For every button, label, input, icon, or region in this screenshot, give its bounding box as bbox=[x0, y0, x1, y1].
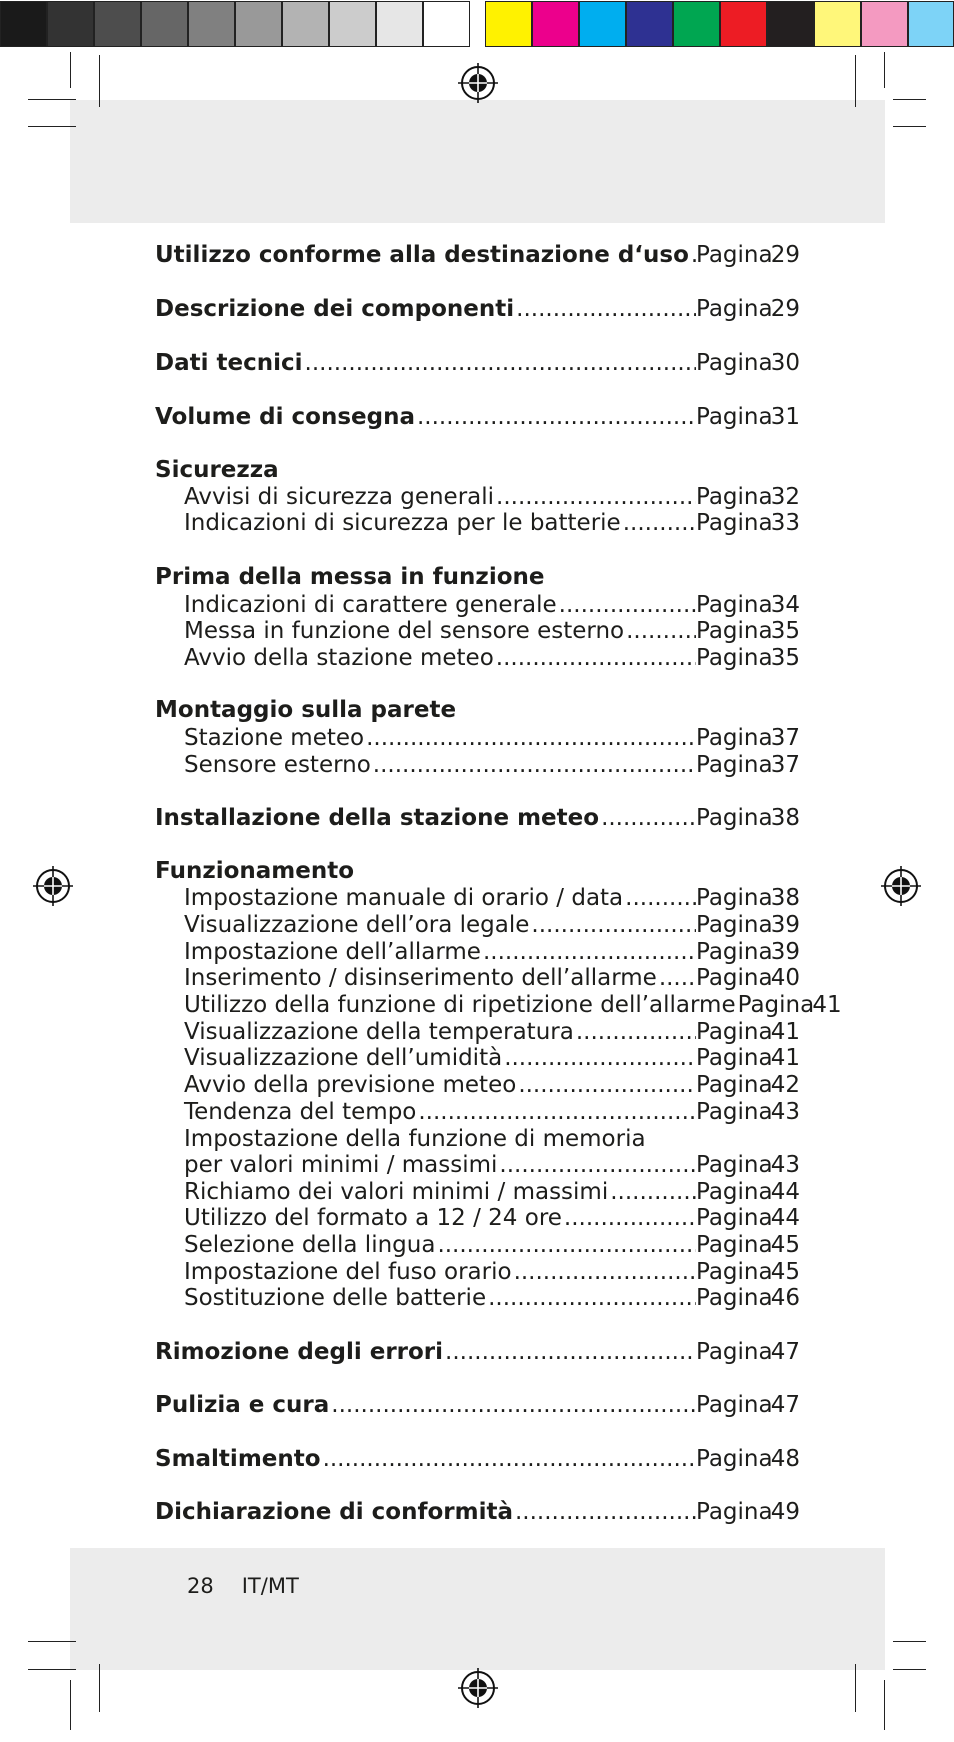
toc-subentry[interactable]: Avvio della previsione meteo ..... Pagina 42 bbox=[184, 1072, 800, 1100]
crop-mark bbox=[28, 1669, 76, 1670]
crop-mark bbox=[70, 52, 71, 88]
color-swatch bbox=[814, 1, 861, 47]
toc-entry[interactable]: Smaltimento ..... Pagina 48 bbox=[155, 1446, 800, 1474]
color-swatch bbox=[579, 1, 626, 47]
color-swatch bbox=[235, 1, 282, 47]
page-number: 28 bbox=[187, 1574, 214, 1598]
section-heading: Sicurezza bbox=[155, 457, 279, 483]
section-heading: Montaggio sulla parete bbox=[155, 697, 457, 723]
crop-mark bbox=[884, 1680, 885, 1730]
toc-entry[interactable]: Descrizione dei componenti ..... Pagina 29 bbox=[155, 296, 800, 324]
toc-entry[interactable]: Volume di consegna ..... Pagina 31 bbox=[155, 404, 800, 432]
toc-subentry[interactable]: Stazione meteo ..... Pagina 37 bbox=[184, 725, 800, 753]
toc-subentry-continued: Impostazione della funzione di memoria bbox=[184, 1126, 646, 1152]
toc-subentry[interactable]: Impostazione dell’allarme ..... Pagina 39 bbox=[184, 939, 800, 967]
color-swatch bbox=[188, 1, 235, 47]
crop-mark bbox=[28, 126, 76, 127]
toc-subentry[interactable]: Utilizzo della funzione di ripetizione dell’allarme Pagina 41 bbox=[184, 992, 842, 1018]
color-swatch bbox=[0, 1, 47, 47]
crop-mark bbox=[884, 52, 885, 88]
header-band bbox=[70, 100, 885, 223]
color-swatch bbox=[376, 1, 423, 47]
crop-mark bbox=[99, 1664, 100, 1712]
crop-mark bbox=[893, 1641, 926, 1642]
color-swatch bbox=[626, 1, 673, 47]
registration-mark-icon bbox=[458, 1668, 498, 1708]
locale-label: IT/MT bbox=[241, 1574, 299, 1598]
toc-subentry[interactable]: Avvio della stazione meteo ..... Pagina 35 bbox=[184, 645, 800, 673]
section-heading: Funzionamento bbox=[155, 858, 355, 884]
crop-mark bbox=[99, 55, 100, 107]
toc-subentry[interactable]: Impostazione manuale di orario / data ..... Pagina 38 bbox=[184, 885, 800, 913]
toc-subentry[interactable]: Selezione della lingua ..... Pagina 45 bbox=[184, 1232, 800, 1260]
color-swatch bbox=[908, 1, 954, 47]
toc-subentry[interactable]: Messa in funzione del sensore esterno ..... Pagina 35 bbox=[184, 618, 800, 646]
toc-subentry[interactable]: Visualizzazione dell’ora legale ..... Pagina 39 bbox=[184, 912, 800, 940]
color-swatch bbox=[767, 1, 814, 47]
registration-mark-icon bbox=[33, 866, 73, 906]
toc-subentry[interactable]: Inserimento / disinserimento dell’allarme ..... Pagina 40 bbox=[184, 965, 800, 993]
footer-band bbox=[70, 1548, 885, 1670]
crop-mark bbox=[893, 126, 926, 127]
color-swatch bbox=[47, 1, 94, 47]
crop-mark bbox=[855, 1664, 856, 1712]
color-swatch bbox=[94, 1, 141, 47]
crop-mark bbox=[893, 1669, 926, 1670]
toc-subentry[interactable]: Utilizzo del formato a 12 / 24 ore ..... Pagina 44 bbox=[184, 1205, 800, 1233]
color-calibration-bar bbox=[0, 0, 954, 48]
toc-subentry[interactable]: Tendenza del tempo ..... Pagina 43 bbox=[184, 1099, 800, 1127]
page-footer bbox=[187, 1574, 327, 1598]
registration-mark-icon bbox=[881, 866, 921, 906]
toc-subentry[interactable]: per valori minimi / massimi ..... Pagina 43 bbox=[184, 1152, 800, 1180]
toc-subentry[interactable]: Visualizzazione della temperatura ..... Pagina 41 bbox=[184, 1019, 800, 1047]
toc-subentry[interactable]: Sensore esterno ..... Pagina 37 bbox=[184, 752, 800, 780]
crop-mark bbox=[855, 55, 856, 107]
color-swatch bbox=[423, 1, 470, 47]
color-swatch bbox=[485, 1, 532, 47]
toc-subentry[interactable]: Sostituzione delle batterie ..... Pagina 46 bbox=[184, 1285, 800, 1313]
toc-subentry[interactable]: Indicazioni di carattere generale ..... Pagina 34 bbox=[184, 592, 800, 620]
color-swatch bbox=[141, 1, 188, 47]
toc-entry[interactable]: Dichiarazione di conformità ..... Pagina 49 bbox=[155, 1499, 800, 1527]
toc-subentry[interactable]: Indicazioni di sicurezza per le batterie ..... Pagina 33 bbox=[184, 510, 800, 538]
toc-entry[interactable]: Pulizia e cura ..... Pagina 47 bbox=[155, 1392, 800, 1420]
color-swatch bbox=[282, 1, 329, 47]
crop-mark bbox=[70, 1680, 71, 1730]
toc-subentry[interactable]: Impostazione del fuso orario ..... Pagina 45 bbox=[184, 1259, 800, 1287]
registration-mark-icon bbox=[458, 63, 498, 103]
toc-entry[interactable]: Installazione della stazione meteo ..... Pagina 38 bbox=[155, 805, 800, 833]
toc-entry[interactable]: Rimozione degli errori ..... Pagina 47 bbox=[155, 1339, 800, 1367]
toc-entry[interactable]: Dati tecnici ..... Pagina 30 bbox=[155, 350, 800, 378]
crop-mark bbox=[893, 99, 926, 100]
color-swatch bbox=[329, 1, 376, 47]
toc-subentry[interactable]: Visualizzazione dell’umidità ..... Pagina 41 bbox=[184, 1045, 800, 1073]
color-swatch bbox=[861, 1, 908, 47]
crop-mark bbox=[28, 1641, 76, 1642]
section-heading: Prima della messa in funzione bbox=[155, 564, 545, 590]
crop-mark bbox=[28, 99, 76, 100]
toc-subentry[interactable]: Avvisi di sicurezza generali ..... Pagina 32 bbox=[184, 484, 800, 512]
toc-entry[interactable]: Utilizzo conforme alla destinazione d‘uso ..... Pagina 29 bbox=[155, 242, 800, 270]
color-swatch bbox=[532, 1, 579, 47]
color-swatch bbox=[673, 1, 720, 47]
color-swatch bbox=[720, 1, 767, 47]
toc-subentry[interactable]: Richiamo dei valori minimi / massimi ..... Pagina 44 bbox=[184, 1179, 800, 1207]
